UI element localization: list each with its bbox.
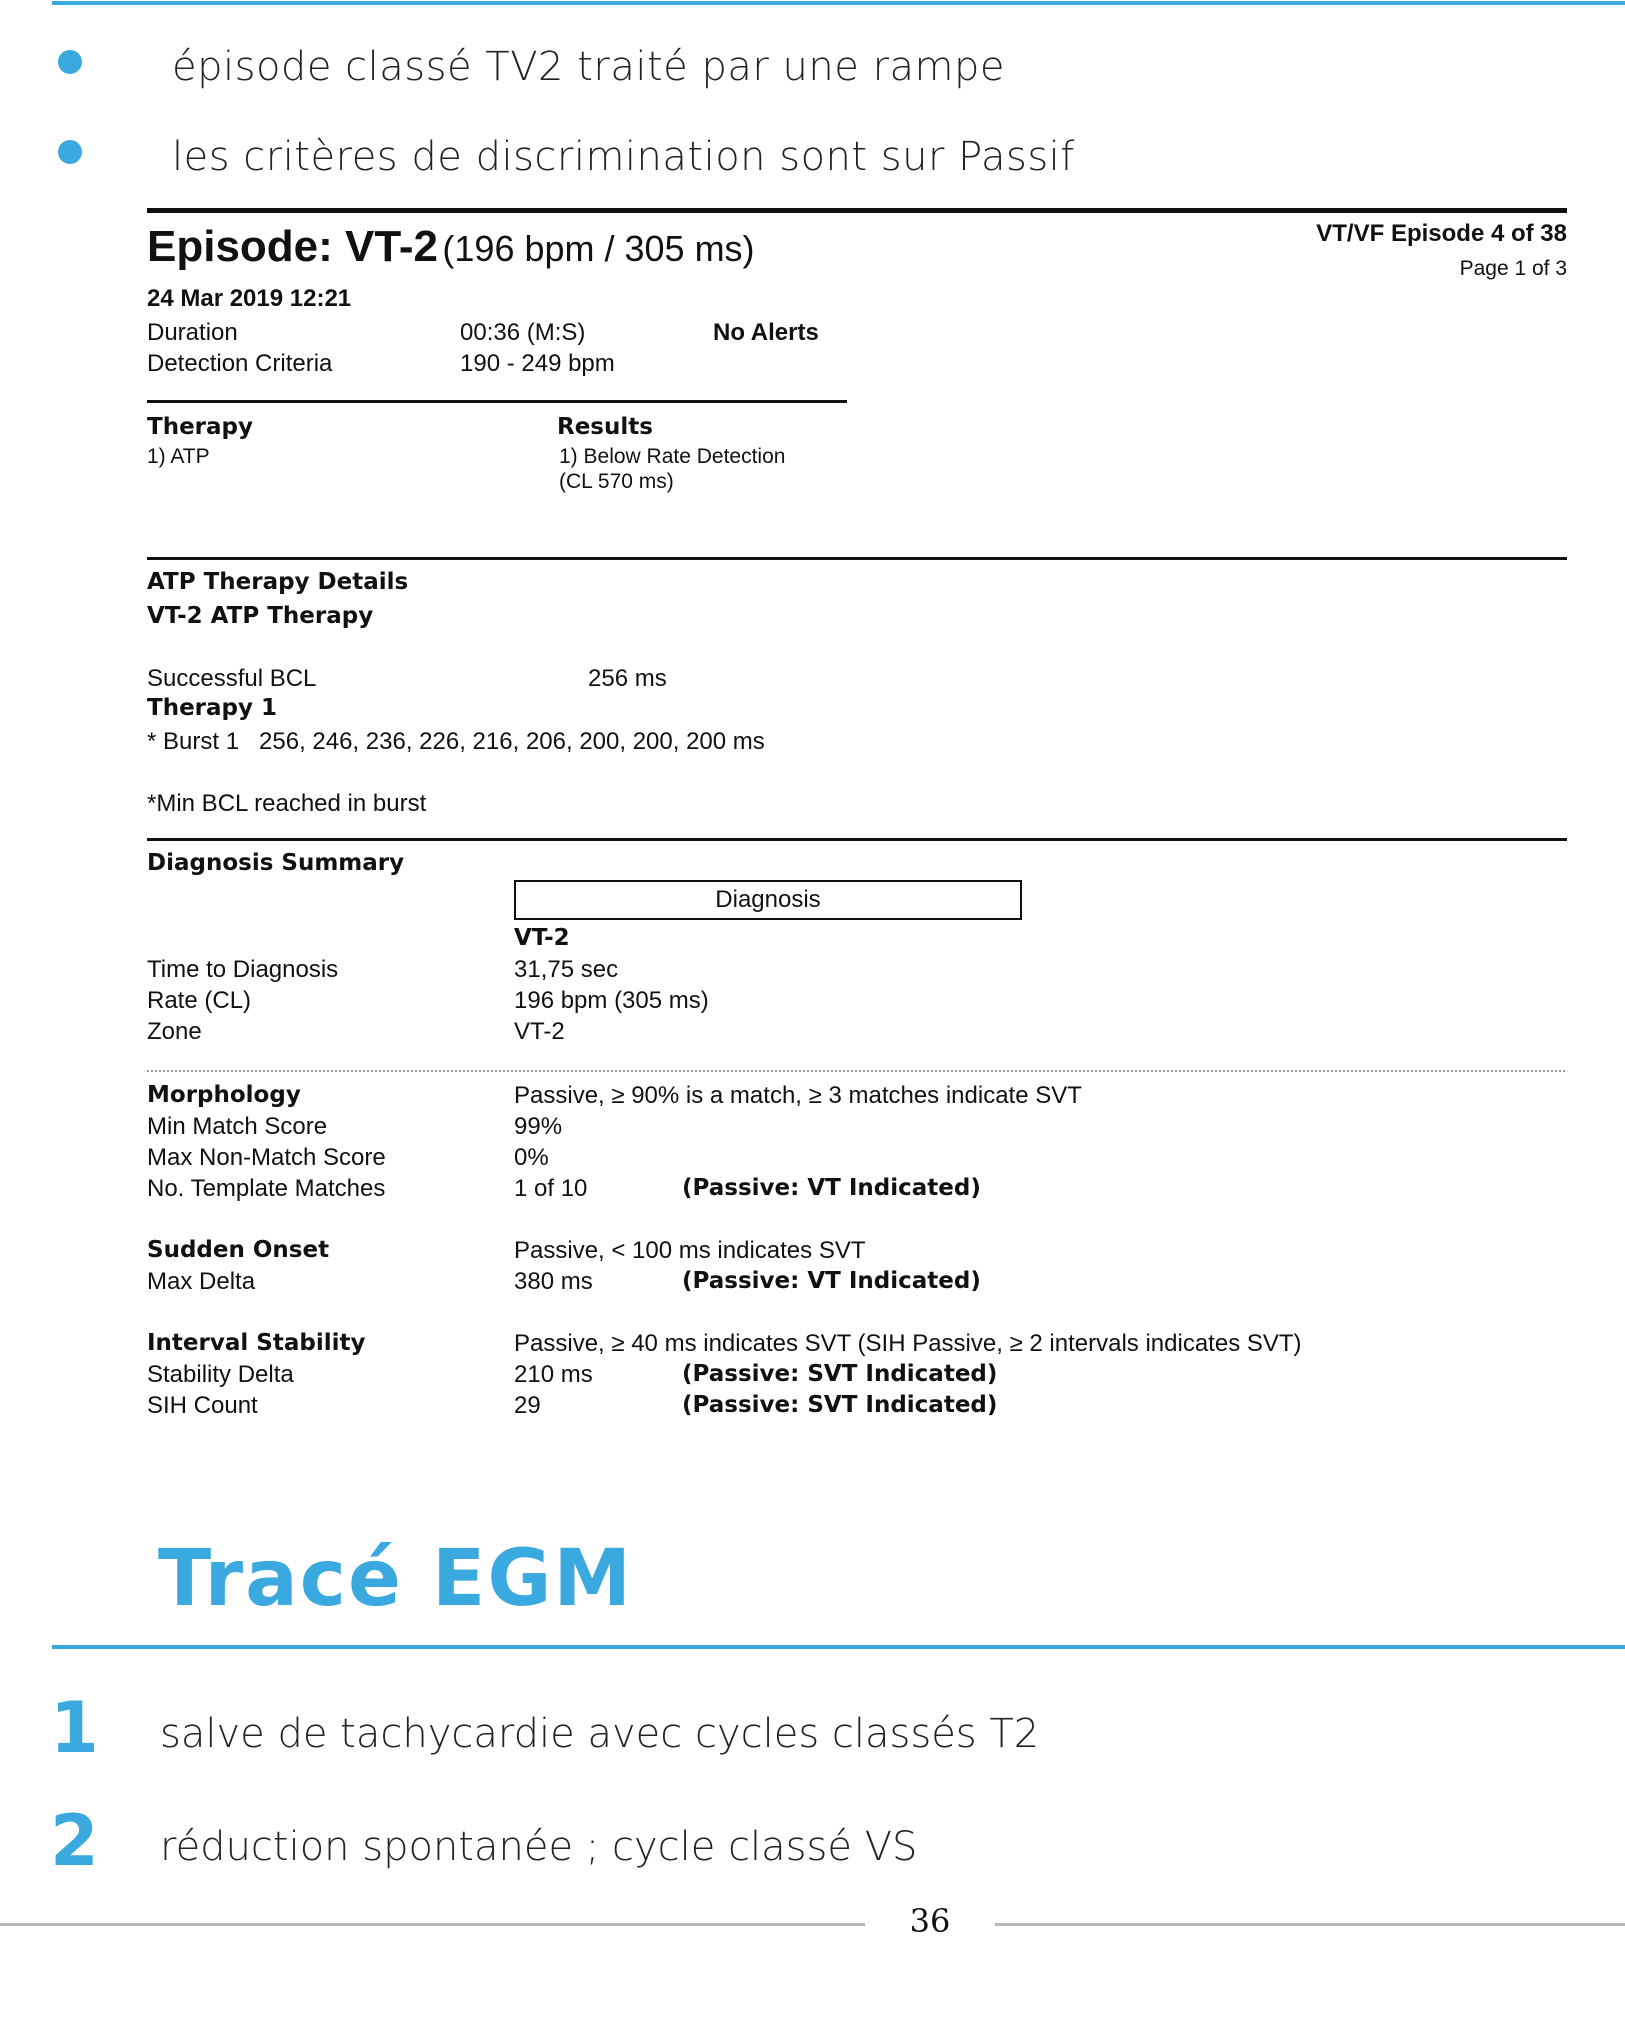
time-value: 31,75 sec xyxy=(514,956,619,983)
sudden-onset-desc: Passive, < 100 ms indicates SVT xyxy=(514,1237,866,1264)
stability-delta-label: Stability Delta xyxy=(147,1361,294,1388)
detection-value: 190 - 249 bpm xyxy=(460,350,615,377)
page-number: 36 xyxy=(909,1902,951,1940)
item-number-2: 2 xyxy=(50,1800,99,1882)
stability-delta-result: (Passive: SVT Indicated) xyxy=(682,1361,998,1387)
atp-subheading: VT-2 ATP Therapy xyxy=(147,603,374,629)
episode-datetime: 24 Mar 2019 12:21 xyxy=(147,285,352,312)
max-delta-label: Max Delta xyxy=(147,1268,256,1295)
alerts-status: No Alerts xyxy=(713,319,819,346)
template-result: (Passive: VT Indicated) xyxy=(682,1175,981,1201)
episode-title xyxy=(147,222,755,271)
template-label: No. Template Matches xyxy=(147,1175,386,1202)
results-heading: Results xyxy=(557,414,653,440)
morphology-desc: Passive, ≥ 90% is a match, ≥ 3 matches indicate SVT xyxy=(514,1082,1082,1109)
sudden-onset-heading: Sudden Onset xyxy=(147,1237,330,1263)
sih-count-label: SIH Count xyxy=(147,1392,258,1419)
episode-title-rate: (196 bpm / 305 ms) xyxy=(442,228,755,269)
diagnosis-box: Diagnosis xyxy=(514,880,1022,920)
top-rule xyxy=(52,1,1625,5)
morphology-heading: Morphology xyxy=(147,1082,301,1108)
diagnosis-summary-heading: Diagnosis Summary xyxy=(147,850,405,876)
episode-ref: VT/VF Episode 4 of 38 xyxy=(1316,220,1567,247)
min-match-value: 99% xyxy=(514,1113,563,1140)
report-top-rule xyxy=(147,208,1567,213)
therapy-item: 1) ATP xyxy=(147,445,210,468)
interval-stability-desc: Passive, ≥ 40 ms indicates SVT (SIH Passive, ≥ 2 intervals indicates SVT) xyxy=(514,1330,1302,1357)
footer-rule-left xyxy=(0,1923,865,1926)
duration-label: Duration xyxy=(147,319,238,346)
results-item-2: (CL 570 ms) xyxy=(559,470,674,493)
max-delta-result: (Passive: VT Indicated) xyxy=(682,1268,981,1294)
max-nonmatch-value: 0% xyxy=(514,1144,549,1171)
min-match-label: Min Match Score xyxy=(147,1113,328,1140)
max-delta-value: 380 ms xyxy=(514,1268,593,1295)
diagnosis-rule xyxy=(147,838,1567,841)
item-number-1: 1 xyxy=(50,1687,99,1769)
min-bcl-note: *Min BCL reached in burst xyxy=(147,790,427,817)
template-value: 1 of 10 xyxy=(514,1175,588,1202)
footer-rule-right xyxy=(995,1923,1625,1926)
bullet-text-1: épisode classé TV2 traité par une rampe xyxy=(172,44,1005,90)
bullet-dot-2 xyxy=(58,140,82,164)
burst-line: * Burst 1 256, 246, 236, 226, 216, 206, 200, 200, 200 ms xyxy=(147,728,765,755)
duration-value: 00:36 (M:S) xyxy=(460,319,586,346)
interval-stability-heading: Interval Stability xyxy=(147,1330,366,1356)
detection-label: Detection Criteria xyxy=(147,350,333,377)
bullet-dot-1 xyxy=(58,50,82,74)
sih-count-value: 29 xyxy=(514,1392,541,1419)
atp-heading: ATP Therapy Details xyxy=(147,569,409,595)
item-text-1: salve de tachycardie avec cycles classés T2 xyxy=(160,1711,1040,1757)
bullet-text-2: les critères de discrimination sont sur Passif xyxy=(172,134,1075,180)
section-title: Tracé EGM xyxy=(158,1534,633,1624)
time-label: Time to Diagnosis xyxy=(147,956,339,983)
stability-delta-value: 210 ms xyxy=(514,1361,593,1388)
rate-label: Rate (CL) xyxy=(147,987,252,1014)
episode-title-main: Episode: VT-2 xyxy=(147,222,438,271)
diagnosis-value: VT-2 xyxy=(514,925,570,951)
bcl-label: Successful BCL xyxy=(147,665,317,692)
atp-rule xyxy=(147,557,1567,560)
results-item-1: 1) Below Rate Detection xyxy=(559,445,786,468)
page-ref: Page 1 of 3 xyxy=(1459,257,1567,280)
dotted-divider xyxy=(147,1070,1565,1072)
sih-count-result: (Passive: SVT Indicated) xyxy=(682,1392,998,1418)
item-text-2: réduction spontanée ; cycle classé VS xyxy=(160,1824,918,1870)
section-rule xyxy=(52,1645,1625,1649)
summary-rule xyxy=(147,400,847,403)
zone-label: Zone xyxy=(147,1018,202,1045)
max-nonmatch-label: Max Non-Match Score xyxy=(147,1144,386,1171)
rate-value: 196 bpm (305 ms) xyxy=(514,987,709,1014)
bcl-value: 256 ms xyxy=(588,665,667,692)
therapy-heading: Therapy xyxy=(147,414,253,440)
therapy1-label: Therapy 1 xyxy=(147,695,277,721)
zone-value: VT-2 xyxy=(514,1018,565,1045)
